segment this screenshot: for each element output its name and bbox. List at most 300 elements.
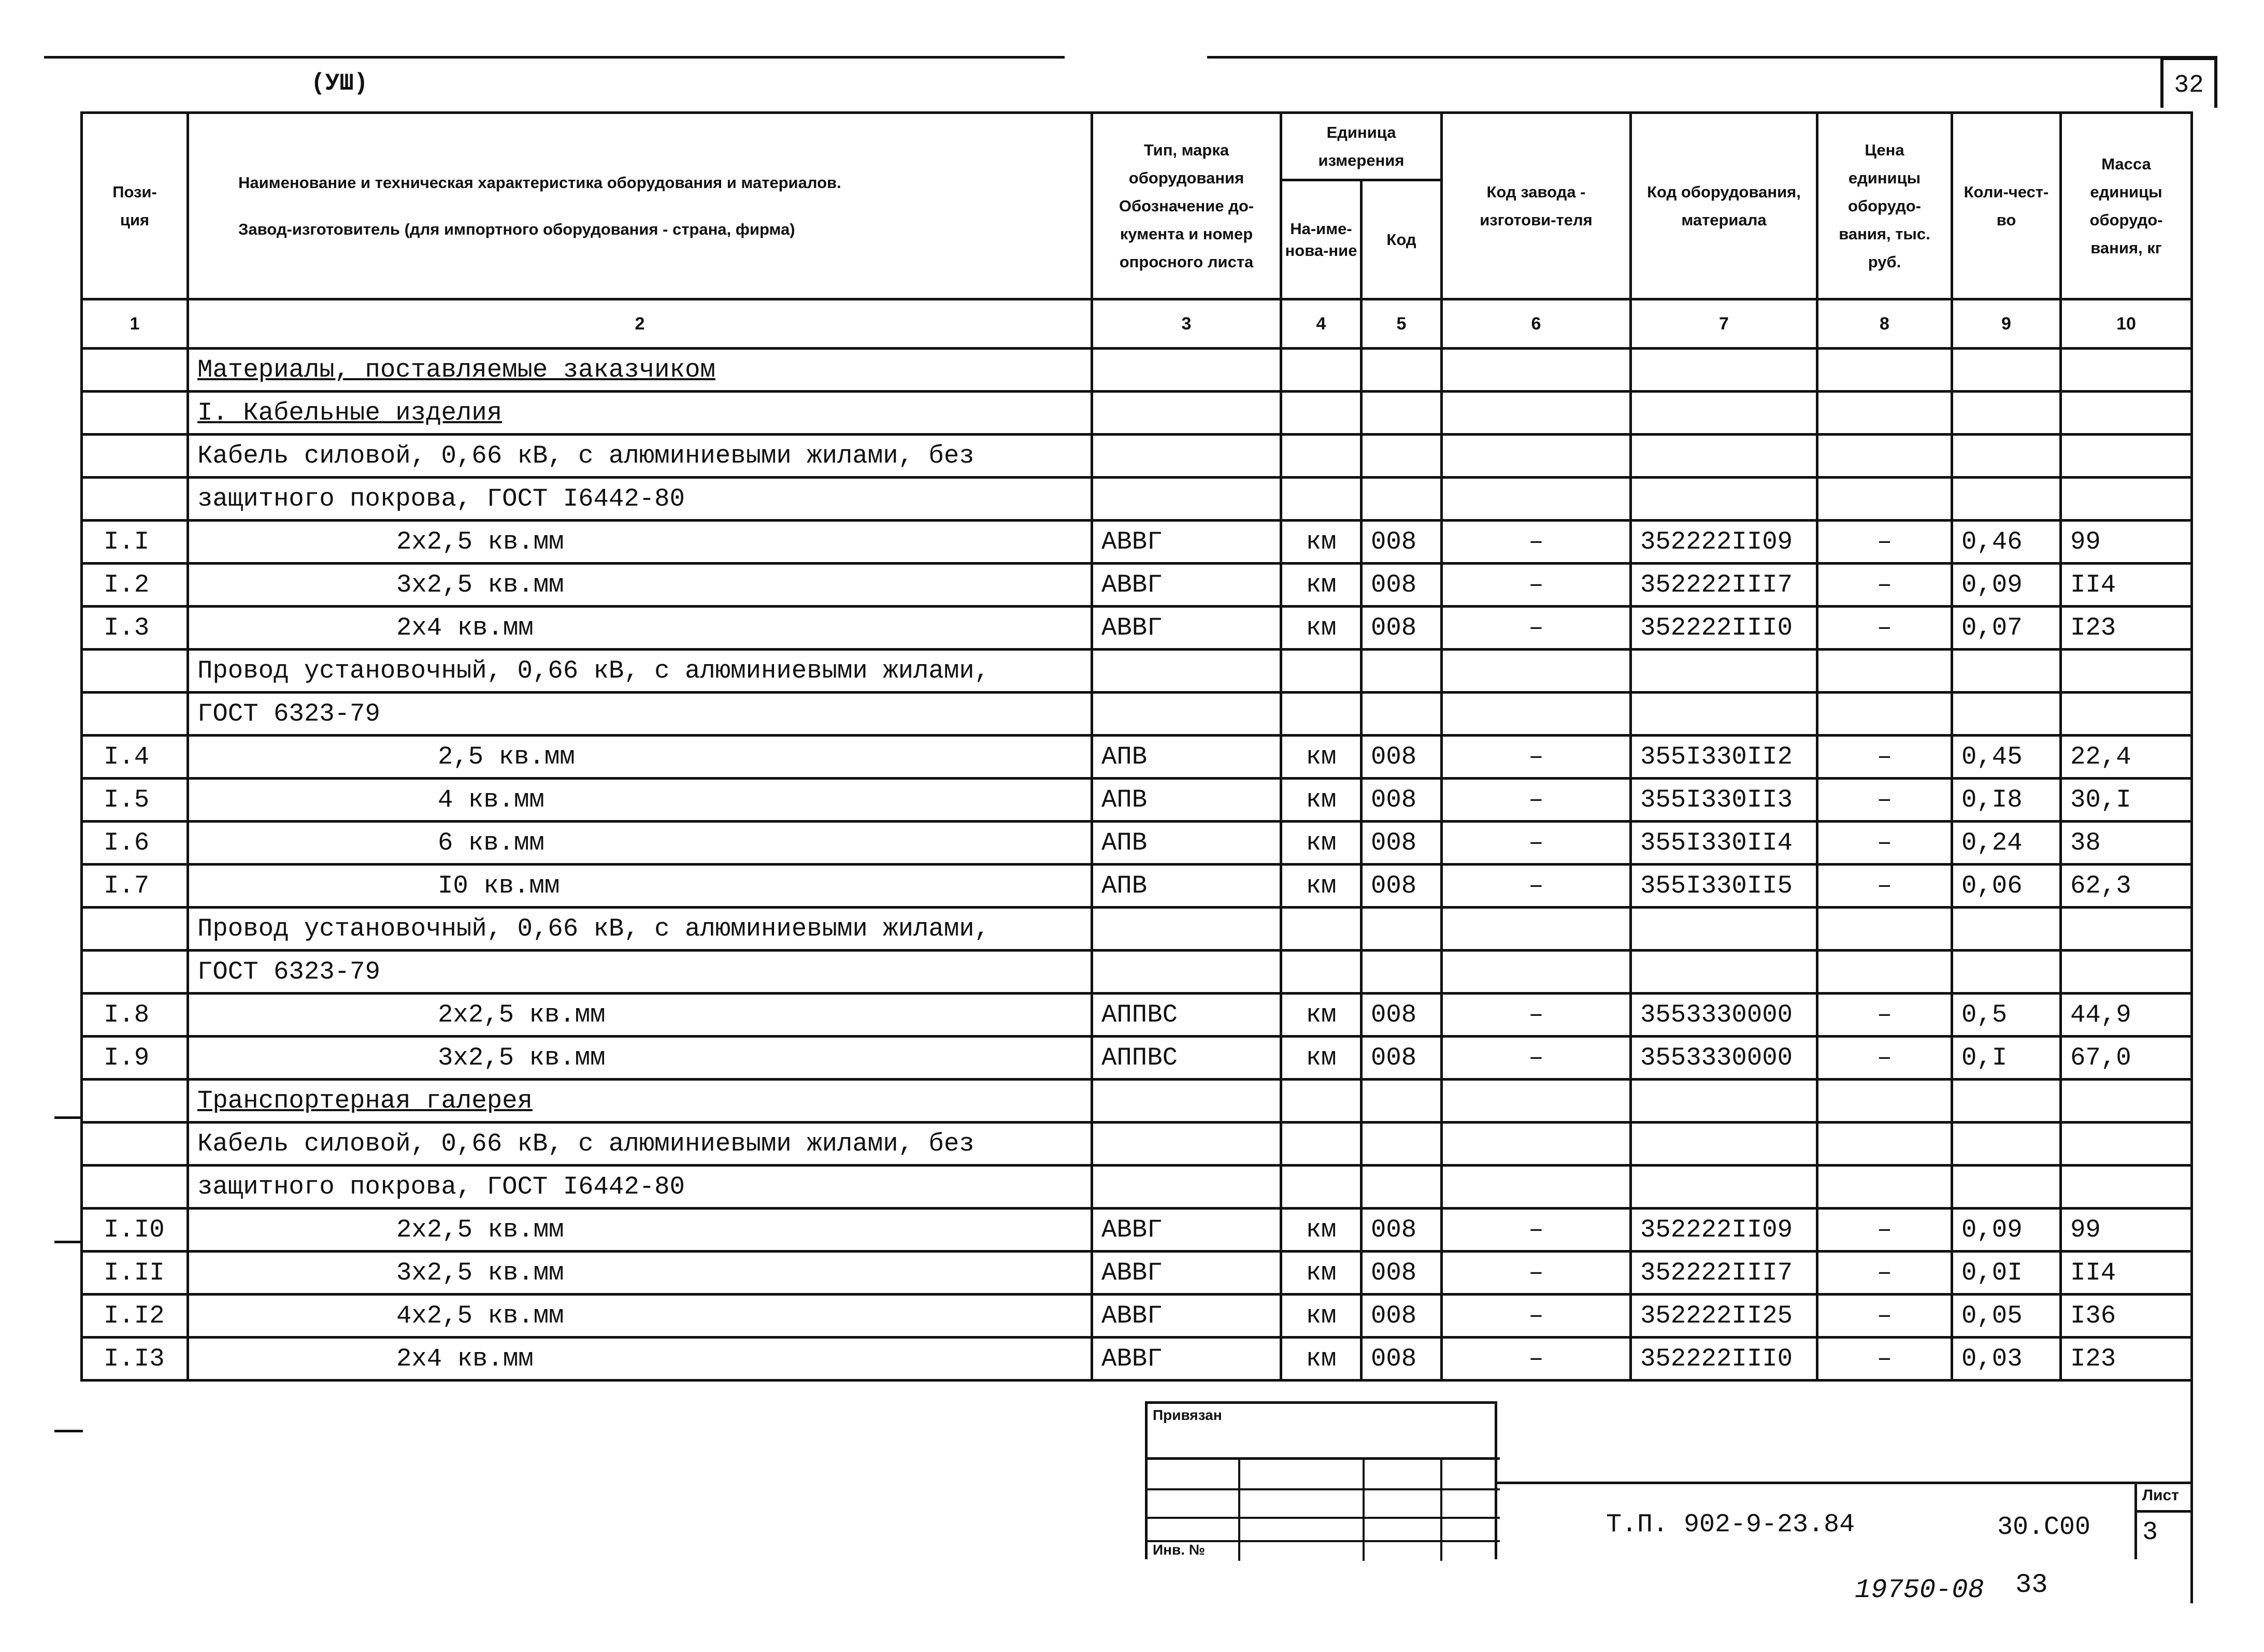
- material-code-cell: 352222III7: [1631, 1252, 1817, 1295]
- name-cell: 4х2,5 кв.мм: [188, 1295, 1092, 1338]
- unit-cell: км: [1281, 736, 1362, 779]
- mass-cell: 44,9: [2061, 994, 2192, 1037]
- specification-table: [80, 111, 2193, 1382]
- material-code-cell: 3553330000: [1631, 1037, 1817, 1080]
- name-cell: 2х4 кв.мм: [188, 607, 1092, 650]
- position-cell: I.I3: [82, 1338, 188, 1381]
- unit-cell: км: [1281, 822, 1362, 865]
- name-cell: 3х2,5 кв.мм: [188, 1037, 1092, 1080]
- type-cell: АПВ: [1092, 779, 1281, 822]
- table-row: [82, 1123, 2192, 1166]
- unit-code-cell: 008: [1362, 994, 1442, 1037]
- quantity-cell: [1952, 349, 2061, 392]
- unit-code-cell: [1362, 650, 1442, 693]
- header-type: Тип, марка оборудования Обозначение до-кумента и номер опросного листа: [1092, 113, 1281, 299]
- header-unit-name: На-име-нова-ние: [1281, 180, 1362, 299]
- material-code-cell: [1631, 1080, 1817, 1123]
- sheet-cell: [2134, 1482, 2191, 1559]
- table-row: [82, 650, 2192, 693]
- column-number: 4: [1281, 299, 1362, 349]
- price-cell: –: [1817, 521, 1952, 564]
- position-cell: I.9: [82, 1037, 188, 1080]
- quantity-cell: [1952, 908, 2061, 951]
- unit-code-cell: 008: [1362, 736, 1442, 779]
- material-code-cell: 352222II09: [1631, 521, 1817, 564]
- sheet-code: 30.С00: [1997, 1513, 2091, 1542]
- factory-code-cell: –: [1442, 736, 1631, 779]
- table-row: [82, 994, 2192, 1037]
- table-row: [82, 951, 2192, 994]
- header-name-line1: Наименование и техническая характеристика оборудования и материалов.: [238, 173, 841, 192]
- mass-cell: [2061, 392, 2192, 435]
- price-cell: [1817, 435, 1952, 478]
- name-cell: Провод установочный, 0,66 кВ, с алюминиевыми жилами,: [188, 650, 1092, 693]
- factory-code-cell: –: [1442, 521, 1631, 564]
- factory-code-cell: –: [1442, 607, 1631, 650]
- price-cell: –: [1817, 607, 1952, 650]
- position-cell: [82, 1080, 188, 1123]
- table-row: [82, 607, 2192, 650]
- name-cell: 2х4 кв.мм: [188, 1338, 1092, 1381]
- unit-code-cell: 008: [1362, 607, 1442, 650]
- factory-code-cell: [1442, 349, 1631, 392]
- unit-cell: км: [1281, 1338, 1362, 1381]
- factory-code-cell: [1442, 435, 1631, 478]
- mass-cell: 22,4: [2061, 736, 2192, 779]
- position-cell: [82, 478, 188, 521]
- factory-code-cell: [1442, 1123, 1631, 1166]
- material-code-cell: [1631, 435, 1817, 478]
- quantity-cell: [1952, 650, 2061, 693]
- name-cell: защитного покрова, ГОСТ I6442-80: [188, 478, 1092, 521]
- type-cell: АВВГ: [1092, 1338, 1281, 1381]
- position-cell: I.I2: [82, 1295, 188, 1338]
- type-cell: [1092, 478, 1281, 521]
- quantity-cell: [1952, 1080, 2061, 1123]
- material-code-cell: [1631, 951, 1817, 994]
- factory-code-cell: –: [1442, 779, 1631, 822]
- factory-code-cell: –: [1442, 1209, 1631, 1252]
- header-name-line2: Завод-изготовитель (для импортного оборудования - страна, фирма): [238, 220, 795, 238]
- name-cell: 3х2,5 кв.мм: [188, 1252, 1092, 1295]
- margin-tick: [54, 1241, 83, 1243]
- section-roman-label: (УШ): [311, 70, 368, 97]
- position-cell: I.I0: [82, 1209, 188, 1252]
- type-cell: АППВС: [1092, 1037, 1281, 1080]
- factory-code-cell: –: [1442, 1338, 1631, 1381]
- header-material-code: Код оборудования, материала: [1631, 113, 1817, 299]
- name-cell: Кабель силовой, 0,66 кВ, с алюминиевыми жилами, без: [188, 1123, 1092, 1166]
- mass-cell: [2061, 1166, 2192, 1209]
- factory-code-cell: [1442, 392, 1631, 435]
- footer-page: 33: [2015, 1570, 2048, 1600]
- unit-cell: км: [1281, 607, 1362, 650]
- unit-cell: [1281, 1166, 1362, 1209]
- factory-code-cell: –: [1442, 1037, 1631, 1080]
- unit-cell: км: [1281, 865, 1362, 908]
- position-cell: I.4: [82, 736, 188, 779]
- type-cell: [1092, 908, 1281, 951]
- unit-cell: [1281, 951, 1362, 994]
- type-cell: АПВ: [1092, 822, 1281, 865]
- price-cell: [1817, 1166, 1952, 1209]
- header-mass: Масса единицы оборудо-вания, кг: [2061, 113, 2192, 299]
- type-cell: [1092, 1080, 1281, 1123]
- factory-code-cell: –: [1442, 865, 1631, 908]
- factory-code-cell: [1442, 951, 1631, 994]
- table-row: [82, 736, 2192, 779]
- position-cell: I.2: [82, 564, 188, 607]
- mass-cell: I23: [2061, 1338, 2192, 1381]
- mass-cell: I23: [2061, 607, 2192, 650]
- unit-code-cell: [1362, 1166, 1442, 1209]
- type-cell: АВВГ: [1092, 564, 1281, 607]
- factory-code-cell: –: [1442, 994, 1631, 1037]
- unit-code-cell: [1362, 951, 1442, 994]
- unit-cell: [1281, 392, 1362, 435]
- type-cell: АПВ: [1092, 736, 1281, 779]
- quantity-cell: [1952, 951, 2061, 994]
- position-cell: I.8: [82, 994, 188, 1037]
- mass-cell: I36: [2061, 1295, 2192, 1338]
- position-cell: [82, 1123, 188, 1166]
- price-cell: –: [1817, 1295, 1952, 1338]
- table-row: [82, 1338, 2192, 1381]
- title-block-rule: [1495, 1482, 2190, 1484]
- factory-code-cell: [1442, 1166, 1631, 1209]
- type-cell: [1092, 693, 1281, 736]
- name-cell: 2х2,5 кв.мм: [188, 994, 1092, 1037]
- price-cell: –: [1817, 779, 1952, 822]
- mass-cell: 38: [2061, 822, 2192, 865]
- type-cell: АВВГ: [1092, 607, 1281, 650]
- price-cell: [1817, 1080, 1952, 1123]
- position-cell: [82, 908, 188, 951]
- quantity-cell: 0,09: [1952, 1209, 2061, 1252]
- table-row: [82, 564, 2192, 607]
- price-cell: [1817, 392, 1952, 435]
- name-cell: 3х2,5 кв.мм: [188, 564, 1092, 607]
- quantity-cell: 0,45: [1952, 736, 2061, 779]
- material-code-cell: [1631, 392, 1817, 435]
- name-cell: 2,5 кв.мм: [188, 736, 1092, 779]
- position-cell: [82, 1166, 188, 1209]
- margin-tick: [54, 1116, 83, 1119]
- column-number: 2: [188, 299, 1092, 349]
- price-cell: –: [1817, 1037, 1952, 1080]
- mass-cell: [2061, 693, 2192, 736]
- unit-code-cell: [1362, 1080, 1442, 1123]
- sheet-value: 3: [2142, 1518, 2158, 1547]
- table-row: [82, 865, 2192, 908]
- table-row: [82, 779, 2192, 822]
- column-number: 7: [1631, 299, 1817, 349]
- unit-code-cell: [1362, 392, 1442, 435]
- material-code-cell: 355I330II3: [1631, 779, 1817, 822]
- mass-cell: [2061, 435, 2192, 478]
- mass-cell: 99: [2061, 1209, 2192, 1252]
- unit-cell: км: [1281, 779, 1362, 822]
- name-cell: 4 кв.мм: [188, 779, 1092, 822]
- sheet-label: Лист: [2142, 1487, 2179, 1504]
- unit-cell: [1281, 349, 1362, 392]
- quantity-cell: 0,03: [1952, 1338, 2061, 1381]
- name-cell: 2х2,5 кв.мм: [188, 1209, 1092, 1252]
- quantity-cell: 0,46: [1952, 521, 2061, 564]
- table-row: [82, 1166, 2192, 1209]
- unit-code-cell: [1362, 478, 1442, 521]
- top-rule-left: [44, 56, 1065, 59]
- name-cell: ГОСТ 6323-79: [188, 693, 1092, 736]
- name-cell: ГОСТ 6323-79: [188, 951, 1092, 994]
- position-cell: [82, 693, 188, 736]
- quantity-cell: [1952, 1123, 2061, 1166]
- unit-code-cell: [1362, 349, 1442, 392]
- quantity-cell: 0,0I: [1952, 1252, 2061, 1295]
- unit-cell: [1281, 1080, 1362, 1123]
- header-unit-code: Код: [1362, 180, 1442, 299]
- unit-code-cell: 008: [1362, 779, 1442, 822]
- quantity-cell: 0,5: [1952, 994, 2061, 1037]
- footer-code: 19750-08: [1855, 1575, 1984, 1605]
- header-price: Цена единицы оборудо-вания, тыс. руб.: [1817, 113, 1952, 299]
- material-code-cell: [1631, 908, 1817, 951]
- table-row: [82, 908, 2192, 951]
- price-cell: –: [1817, 1209, 1952, 1252]
- mass-cell: [2061, 1123, 2192, 1166]
- material-code-cell: [1631, 693, 1817, 736]
- price-cell: [1817, 951, 1952, 994]
- position-cell: I.5: [82, 779, 188, 822]
- position-cell: I.3: [82, 607, 188, 650]
- unit-code-cell: 008: [1362, 564, 1442, 607]
- price-cell: –: [1817, 564, 1952, 607]
- name-cell: Транспортерная галерея: [188, 1080, 1092, 1123]
- quantity-cell: 0,09: [1952, 564, 2061, 607]
- unit-cell: км: [1281, 1252, 1362, 1295]
- table-row: [82, 1252, 2192, 1295]
- header-position: Пози- ция: [82, 113, 188, 299]
- name-cell: Провод установочный, 0,66 кВ, с алюминиевыми жилами,: [188, 908, 1092, 951]
- unit-code-cell: [1362, 908, 1442, 951]
- quantity-cell: [1952, 693, 2061, 736]
- header-row-1: [82, 113, 2192, 180]
- material-code-cell: [1631, 650, 1817, 693]
- right-margin-rule: [2190, 111, 2193, 1603]
- quantity-cell: 0,I8: [1952, 779, 2061, 822]
- material-code-cell: 355I330II5: [1631, 865, 1817, 908]
- mass-cell: II4: [2061, 1252, 2192, 1295]
- mass-cell: 62,3: [2061, 865, 2192, 908]
- factory-code-cell: [1442, 693, 1631, 736]
- price-cell: –: [1817, 865, 1952, 908]
- top-rule-right: [1207, 56, 2217, 59]
- price-cell: –: [1817, 736, 1952, 779]
- table-row: [82, 521, 2192, 564]
- type-cell: АВВГ: [1092, 521, 1281, 564]
- quantity-cell: 0,24: [1952, 822, 2061, 865]
- unit-code-cell: [1362, 693, 1442, 736]
- unit-code-cell: 008: [1362, 1338, 1442, 1381]
- unit-code-cell: 008: [1362, 1037, 1442, 1080]
- factory-code-cell: –: [1442, 1295, 1631, 1338]
- unit-code-cell: 008: [1362, 1209, 1442, 1252]
- price-cell: –: [1817, 1252, 1952, 1295]
- type-cell: [1092, 1123, 1281, 1166]
- type-cell: АВВГ: [1092, 1295, 1281, 1338]
- column-number: 1: [82, 299, 188, 349]
- position-cell: I.6: [82, 822, 188, 865]
- unit-cell: [1281, 693, 1362, 736]
- unit-cell: [1281, 650, 1362, 693]
- column-number: 9: [1952, 299, 2061, 349]
- material-code-cell: 3553330000: [1631, 994, 1817, 1037]
- factory-code-cell: [1442, 1080, 1631, 1123]
- type-cell: [1092, 951, 1281, 994]
- type-cell: АВВГ: [1092, 1252, 1281, 1295]
- factory-code-cell: –: [1442, 564, 1631, 607]
- unit-cell: [1281, 1123, 1362, 1166]
- unit-code-cell: [1362, 1123, 1442, 1166]
- mass-cell: II4: [2061, 564, 2192, 607]
- inv-number-label: Инв. №: [1153, 1542, 1206, 1558]
- material-code-cell: 355I330II4: [1631, 822, 1817, 865]
- name-cell: 6 кв.мм: [188, 822, 1092, 865]
- header-quantity: Коли-чест-во: [1952, 113, 2061, 299]
- material-code-cell: [1631, 478, 1817, 521]
- material-code-cell: 352222II25: [1631, 1295, 1817, 1338]
- column-number-row: [82, 299, 2192, 349]
- material-code-cell: [1631, 349, 1817, 392]
- name-cell: I0 кв.мм: [188, 865, 1092, 908]
- factory-code-cell: [1442, 478, 1631, 521]
- table-row: [82, 1209, 2192, 1252]
- type-cell: АППВС: [1092, 994, 1281, 1037]
- unit-code-cell: 008: [1362, 1295, 1442, 1338]
- mass-cell: [2061, 478, 2192, 521]
- unit-code-cell: 008: [1362, 822, 1442, 865]
- mass-cell: 30,I: [2061, 779, 2192, 822]
- table-row: [82, 478, 2192, 521]
- mass-cell: [2061, 650, 2192, 693]
- quantity-cell: 0,07: [1952, 607, 2061, 650]
- quantity-cell: 0,06: [1952, 865, 2061, 908]
- price-cell: [1817, 1123, 1952, 1166]
- factory-code-cell: [1442, 650, 1631, 693]
- factory-code-cell: [1442, 908, 1631, 951]
- type-cell: [1092, 1166, 1281, 1209]
- unit-code-cell: [1362, 435, 1442, 478]
- quantity-cell: [1952, 392, 2061, 435]
- mass-cell: [2061, 951, 2192, 994]
- type-cell: [1092, 392, 1281, 435]
- column-number: 6: [1442, 299, 1631, 349]
- name-cell: 2х2,5 кв.мм: [188, 521, 1092, 564]
- table-body: [82, 349, 2192, 1381]
- price-cell: –: [1817, 1338, 1952, 1381]
- position-cell: [82, 435, 188, 478]
- price-cell: [1817, 478, 1952, 521]
- unit-cell: км: [1281, 994, 1362, 1037]
- table-row: [82, 1037, 2192, 1080]
- type-cell: [1092, 435, 1281, 478]
- unit-cell: км: [1281, 564, 1362, 607]
- table-row: [82, 693, 2192, 736]
- unit-cell: км: [1281, 1295, 1362, 1338]
- material-code-cell: 355I330II2: [1631, 736, 1817, 779]
- position-cell: [82, 349, 188, 392]
- mass-cell: [2061, 908, 2192, 951]
- material-code-cell: 352222III0: [1631, 1338, 1817, 1381]
- mass-cell: [2061, 1080, 2192, 1123]
- position-cell: [82, 650, 188, 693]
- mass-cell: 67,0: [2061, 1037, 2192, 1080]
- quantity-cell: [1952, 478, 2061, 521]
- attached-label: Привязан: [1153, 1407, 1222, 1423]
- quantity-cell: [1952, 1166, 2061, 1209]
- quantity-cell: [1952, 435, 2061, 478]
- material-code-cell: [1631, 1123, 1817, 1166]
- position-cell: [82, 951, 188, 994]
- margin-tick: [54, 1430, 83, 1432]
- factory-code-cell: –: [1442, 1252, 1631, 1295]
- unit-code-cell: 008: [1362, 865, 1442, 908]
- unit-code-cell: 008: [1362, 521, 1442, 564]
- position-cell: I.I: [82, 521, 188, 564]
- table-row: [82, 822, 2192, 865]
- price-cell: [1817, 693, 1952, 736]
- price-cell: [1817, 908, 1952, 951]
- column-number: 8: [1817, 299, 1952, 349]
- unit-cell: км: [1281, 521, 1362, 564]
- header-factory-code: Код завода - изготови-теля: [1442, 113, 1631, 299]
- table-row: [82, 1295, 2192, 1338]
- material-code-cell: 352222III0: [1631, 607, 1817, 650]
- table-row: [82, 349, 2192, 392]
- column-number: 10: [2061, 299, 2192, 349]
- table-row: [82, 435, 2192, 478]
- quantity-cell: 0,05: [1952, 1295, 2061, 1338]
- position-cell: I.II: [82, 1252, 188, 1295]
- name-cell: защитного покрова, ГОСТ I6442-80: [188, 1166, 1092, 1209]
- header-unit-group: Единица измерения: [1281, 113, 1442, 180]
- document-code: Т.П. 902-9-23.84: [1606, 1510, 1855, 1540]
- price-cell: –: [1817, 994, 1952, 1037]
- sheet-number-top: 32: [2160, 57, 2217, 108]
- table-row: [82, 392, 2192, 435]
- price-cell: [1817, 349, 1952, 392]
- table-row: [82, 1080, 2192, 1123]
- name-cell: Кабель силовой, 0,66 кВ, с алюминиевыми жилами, без: [188, 435, 1092, 478]
- type-cell: [1092, 650, 1281, 693]
- name-cell: I. Кабельные изделия: [188, 392, 1092, 435]
- column-number: 3: [1092, 299, 1281, 349]
- unit-cell: км: [1281, 1037, 1362, 1080]
- unit-cell: [1281, 908, 1362, 951]
- position-cell: [82, 392, 188, 435]
- name-cell: Материалы, поставляемые заказчиком: [188, 349, 1092, 392]
- column-number: 5: [1362, 299, 1442, 349]
- material-code-cell: 352222III7: [1631, 564, 1817, 607]
- position-cell: I.7: [82, 865, 188, 908]
- price-cell: [1817, 650, 1952, 693]
- attachment-stamp: [1145, 1401, 1497, 1559]
- unit-cell: [1281, 435, 1362, 478]
- type-cell: АПВ: [1092, 865, 1281, 908]
- mass-cell: 99: [2061, 521, 2192, 564]
- header-name: [188, 113, 1092, 299]
- material-code-cell: [1631, 1166, 1817, 1209]
